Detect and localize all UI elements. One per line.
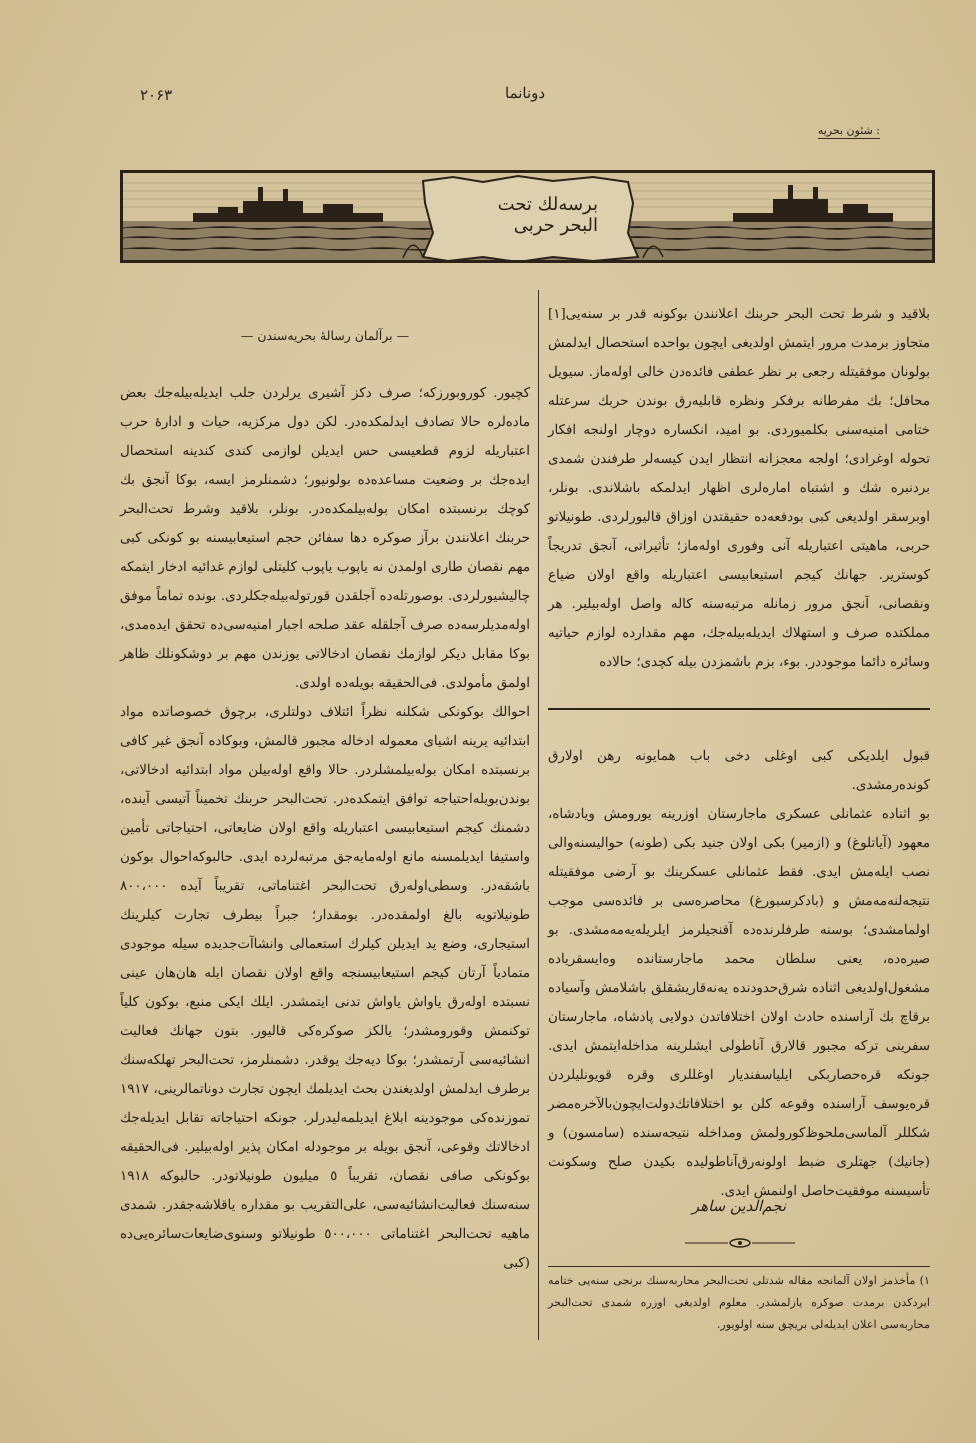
magazine-title: دونانما	[505, 84, 546, 102]
author-signature: نجم‌الدین ساهر	[691, 1197, 787, 1215]
column-divider	[538, 290, 539, 1340]
article-title: برسەلك تحت البحر حربی	[468, 195, 598, 235]
paragraph: كچیور. كوروبورزكه؛ صرف دكز آشیری یرلردن جلب ایدیله‌بیله‌جك بعض مادەلره حالا تصادف ایدلمكده‌در. لكن دول مركزیه، حیات و ادارهٔ حرب اعتباریله لزوم قطعیسی حس ایدیلن لوازمی كندی كندینه استحصال ایده‌جك بر وضعیت مساعدەده بولونیور؛ دشمنلرمز ایسه، بوكا آنجق بك كوچك برنسبتده امكان بوله‌بیلمكده‌در. بونلر، بلاقید وشرط تحت‌البحر حربنك اعلانندن برآز صوكره دها سفائن حجم استیعابیسنه بو كونكی كبی مهم نقصان طاری اولمدن نه یاپوب یاپوب كلیتلی لوازم غدائیه ادخار ایتمكه چالیشیورلردی. بوصورتله‌ده آجلقدن قورتوله‌بیله‌جكلردی. بونده تماماً موفق اوله‌مدیلرسەده صرف آجلقله عقد صلحه اجبار امنیه‌سی‌ده تحقق ایده‌مدی، بوكا مقابل دیكر لوازمك نقصان ادخالاتی یوزندن مهم بر دوشكونلك ظاهر اولمق مأمولدی. فی‌الحقیقه بویله‌ده اولدی. احوالك بوكونكی شكلنه نظراً ائتلاف دولتلری، برچوق خصوصاتده مواد ابتدائیه یرینه اشیای معموله ادخاله مجبور قالمش، وبوكاده آنجق غیر كافی برنسبتده امكان بوله‌بیلمشلردر. حالا واقع اوله‌بیلن مواد ابتدائیه ادخالاتی، بوندن‌بویله‌احتیاجه توافق ایتمكده‌در. تحت‌البحر حربنك تخمیناً آتیسی آینده، دشمنك كیجم استیعابیسی اعتباریله واقع اولان ضایعاتی، احتیاجاتی تأمین واستیفا ایدیلمسنه مانع اوله‌مایه‌جق مرتبه‌لرده ایدی. حالبوكه‌احوال بوكون باشقه‌در. وسطی‌اوله‌رق تحت‌البحر اغتناماتی، تقریباً آیده ٨٠٠،٠٠٠ طونیلاتویه بالغ اولمقده‌در. بومقدار؛ جبراً بیطرف تجارت كیلرینك استیجاری، وضع ید ایدیلن كیلرك استعمالی وانشاآت‌جدیده سیله موجودی متمادیاً آرتان كیجم استیعابیسنجه واقع اولان نقصان ایله هان‌هان عینی نسبتده اوله‌رق یاواش یاواش تدنی ایتمشدر. ایلك ایكی منبع، بوكون كلیاً توكنمش وقورومشدر؛ یالكز صوكرەكی قالیور. بتون جهانك فعالیت انشائیه‌سی آرتمشدر؛ بوكا دیه‌جك یوقدر. دشمنلرمز، تحت‌البحر تهلكه‌سنك برطرف ایدلمش اولدیغندن بحث ایدیلمك ایچون تجارت دوناتمالرینی، ١٩١٧ تموزنده‌كی موجودینه ابلاغ ایدیلمه‌لیدرلر. جونكه احتیاجاته تقابل ایدیله‌جك ادخالاتك وقوعی، آنجق بویله بر موجودله امكان پذیر اوله‌بیلیر. فی‌الحقیقه بوكونكی صافی نقصان، تقریباً ٥ میلیون طونیلاتودر. حالبوكه ١٩١٨ سنه‌سنك فعالیت‌انشائیه‌سی، علی‌التقریب بو مقداره یاقلاشه‌جقدر. شمدی ماهیه تحت‌البحر اغتناماتی ٥٠٠،٠٠٠ طونیلاتو وسنوی‌ضایعات‌سائره‌یی‌ده (كبی	[120, 386, 530, 1271]
left-column	[120, 292, 530, 1307]
right-column-bottom	[548, 713, 930, 1235]
right-column-top	[548, 300, 930, 677]
section-divider	[548, 708, 930, 710]
paragraph: قبول ایلدیكی كبی اوغلی دخی باب همایونه رهن اولارق كوندەرمشدی. بو اثناده عثمانلی عسكری ماجارستان اوزرینه یورومش ویادشاه، معهود (آیاتلوغ) و (ازمیر) بكی اولان جنید بكی (طونه) حوالیسنه‌والی نصب ایله‌مش ایدی. فقط عثمانلی عسكرینك بو آرضی موفقیتله نتیجه‌لنه‌مەمش و (بادكرسبورغ) محاصره‌سی بر فائدەسی موجب اولمامشدی؛ بوسنه طرفلرندەده آقنجیلرمز ایلریله‌یه‌مەمشدی. بو صیرەده، یعنی سلطان محمد ماجارستانده وه‌ایسقریاده مشغول‌اولدیغی اثناده شرق‌حدودنده یەنەقاریشقلق باشلامش وآسیاده برقاچ بك آراسنده حادث اولان اختلافاتدن دولایی پادشاه، ماجارستان سفرینی تركه مجبور قالارق آناطولی ایشلرینه مداخله‌ایتمش ایدی. جونكه قره‌حصاربكی ایلیاسفندیار اوغللری وقره قویونلیلردن قره‌یوسف آراسنده وقوعه كلن بو اختلافاتك‌دولت‌ایچون‌بالآخره‌مضر شكللر آلماسی‌ملحوظ‌كورولمش ومداخله نتیجه‌سنده (سامسون) و (جانیك) جهتلری ضبط اولونەرق‌آناطولیده بكیدن صلح وسكونت تأسیسنه موفقیت‌حاصل اولنمش ایدی.	[548, 749, 930, 1199]
section-label: شئون بحریه :	[817, 124, 880, 137]
column-subheading: — برآلمان رساله‌ٔ بحریه‌سندن —	[240, 328, 410, 343]
ornament-divider-icon	[680, 1236, 800, 1250]
footnote: ١) مأخذمز اولان آلمانجه مقاله شدتلی تحت‌البحر محاربه‌سنك برنجی سنه‌یی ختامه ایردكدن برمدت صوكره یازلمشدر. معلوم اولدیغی اوزره شمدی تحت‌البحر محاربه‌سی اعلان ایدیلەلی بریچق سنه اولویور.	[548, 1274, 930, 1331]
paragraph: بلاقید و شرط تحت البحر حربنك اعلانندن بوكونه قدر بر سنه‌یی[١] متجاوز برمدت مرور ایتمش اولدیغی ایچون بواحده استحصال ایدلمش بولونان موفقیتله رجعی بر نظر عطفی فائده‌دن خالی اوله‌ماز. سیویل محافل؛ بك مفرطانه برفكر ونظره قابلیه‌رق بوندن حربك سرعتله ختامی امنیه‌سنی بكلمیوردی. بو امید، انكساره دوچار اولنجه افكار تحوله اوغرادی؛ اولجه معجزانه انتظار ایدن كیسه‌لر طرفندن شمدی بردنبره شك و اشتباه امارەلری اظهار ایدلمكه باشلاندی. بونلر، اوبرسقر اولدیغی كبی بودفعه‌ده حقیقتدن اوزاق قالیورلردی. طونیلاتو حربی، ماهیتی اعتباریله آنی وفوری اوله‌ماز؛ تأثیراتی، آنجق تدریجاً كوستریر. جهانك كیجم استیعابیسی اعتباریله واقع اولان ضیاع ونقصانی، آنجق مرور زمانله مرتبه‌سنه كاله واصل اوله‌بیلیر. هر مملكتده صرف و استهلاك ایدیله‌بیله‌جك، مهم مقدارده لوازم حیاتیه وسائره دائما موجود‌در. بوء، بزم باشمزدن بیله كچدی؛ حالاده	[548, 307, 930, 670]
footnote-rule	[548, 1266, 930, 1267]
title-banner	[120, 170, 935, 263]
page-number: ۲۰۶۳	[140, 86, 173, 104]
